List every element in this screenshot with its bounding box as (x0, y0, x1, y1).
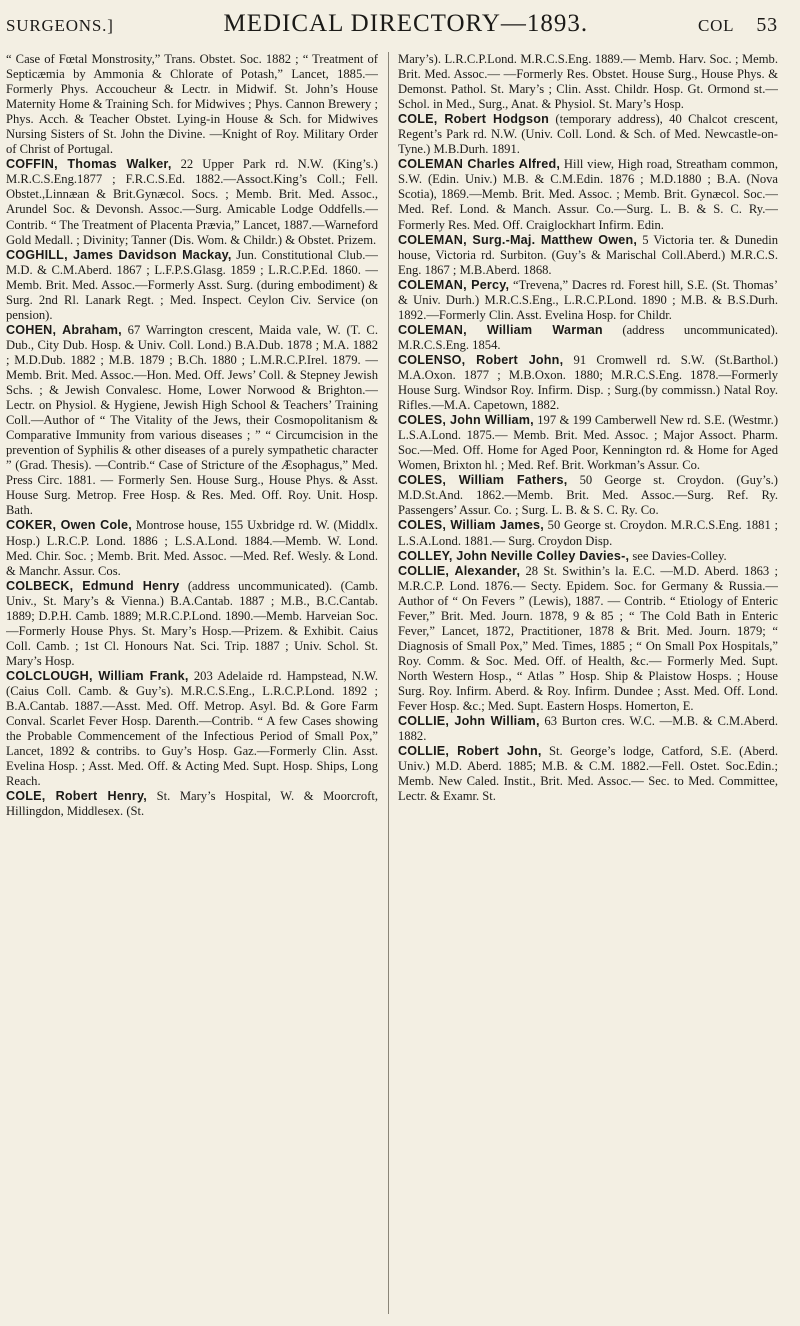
entry-text: 203 Adelaide rd. Hampstead, N.W. (Caius Coll. Camb. & Guy’s). M.R.C.S.Eng., L.R.C.P.Lond. 1892 ; B.A.Cantab. 1887.—Asst. Med. Off. Metrop. Asyl. Bd. & Gore Farm Conval. Scarlet Fever Hosp. Darenth.—Contrib. “ A few Cases showing the Probable Commencement of the Infectious Period of Small Pox,” Lancet, 1892 & contribs. to Guy’s Hosp. Gaz.—Formerly Clin. Asst. Evelina Hosp. ; Asst. Med. Off. & Acting Med. Supt. Hosp. Ships, Long Reach. (6, 668, 378, 789)
entry-text: (address uncommunicated). (Camb. Univ., St. Mary’s & Vienna.) B.A.Cantab. 1887 ; M.B., B.C.Cantab. 1889; D.P.H. Camb. 1889; M.R.C.P.Lond. 1890.—Memb. Harveian Soc.—Formerly House Phys. St. Mary’s Hosp.—Prizem. & Exhibit. Caius Coll. Camb. ; 1st Cl. Honours Nat. Sci. Trip. 1887 ; Univ. Schol. St. Mary’s Hosp. (6, 578, 378, 668)
entry-name: COLEMAN, Percy, (398, 277, 510, 292)
page-number: 53 (756, 14, 778, 36)
entry-text: 91 Cromwell rd. S.W. (St.Barthol.) M.A.Oxon. 1877 ; M.B.Oxon. 1880; M.R.C.S.Eng. 1878.—Formerly House Surg. Windsor Roy. Infirm. Disp. ; Surg.(by commissn.) Natal Roy. Rifles.—M.A. Capetown, 1882. (398, 352, 778, 413)
entry-text: 67 Warrington crescent, Maida vale, W. (T. C. Dub., City Dub. Hosp. & Univ. Coll. Lond.) B.A.Dub. 1878 ; M.A. 1882 ; M.D.Dub. 1882 ; M.B. 1879 ; B.Ch. 1880 ; L.M.R.C.P.Irel. 1879. — Memb. Brit. Med. Assoc.—Hon. Med. Off. Jews’ Coll. & Stepney Jewish Schs. ; & Jewish Convalesc. Home, Lower Norwood & Brighton.—Lectr. on Physiol. & Hygiene, Jewish High School & Teachers’ Training Coll.—Author of “ The Vitality of the Jews, their Cosmopolitanism & Comparative Immunity from various diseases ; ” “ Circumcision in the prevention of Syphilis & other diseases of a purely sympathetic character ” (Grad. Thesis). —Contrib.“ Case of Stricture of the Æsophagus,” Med. Press Circ. 1881. — Formerly Sen. House Surg., House Phys. & Asst. House Surg. Metrop. Free Hosp. & Res. Med. Off. Roy. Unit. Hosp. Bath. (6, 322, 378, 518)
entry-name: COLEMAN Charles Alfred, (398, 157, 561, 172)
entry-text: Hill view, High road, Streatham common, S.W. (Edin. Univ.) M.B. & C.M.Edin. 1876 ; M.D.1880 ; B.A. (Nova Scotia), 1869.—Memb. Brit. Med. Assoc. ; Memb. Brit. Gynæcol. Soc.—Med. Ref. Lond. & Manch. Assur. Co.—Surg. L. B. & S. C. Ry.—Formerly Res. Med. Off. Craiglockhart Infirm. Edin. (398, 157, 778, 232)
directory-entry (398, 473, 778, 518)
entry-name: COGHILL, James Davidson Mackay, (6, 247, 232, 262)
page-range (698, 14, 778, 37)
entry-name: COLLIE, John William, (398, 714, 540, 729)
entry-name: COFFIN, Thomas Walker, (6, 157, 172, 172)
page-header (6, 10, 778, 42)
directory-entry (398, 323, 778, 353)
entry-name: COLBECK, Edmund Henry (6, 578, 180, 593)
directory-entry (398, 353, 778, 413)
column-divider (388, 52, 389, 1314)
entry-name: COLEMAN, Surg.-Maj. Matthew Owen, (398, 232, 638, 247)
directory-entry (398, 744, 778, 804)
entry-text: 28 St. Swithin’s la. E.C. —M.D. Aberd. 1863 ; M.R.C.P. Lond. 1876.— Secty. Epidem. Soc. for Germany & Russia.— Author of “ On Fevers ” (Lewis), 1887. — Contrib. “ Etiology of Enteric Fever,” Brit. Med. Journ. 1878, 9 & 85 ; “ The Cold Bath in Enteric Fever,” Lancet, 1872, Practitioner, 1878 & Brit. Med. Journ. 1879; “ Diagnosis of Small Pox,” Med. Times, 1885 ; “ On Small Pox Hospitals,” Roy. Comm. & Soc. Med. Off. of Health, &c.— Formerly Med. Supt. North Western Hosp., “ Atlas ” Hosp. Ship & Plaistow Hosps. ; House Surg. Roy. Infirm. Aberd. & Roy. Infirm. Dundee ; Asst. Med. Off. Lond. Fever Hosp. &c.; Med. Supt. Eastern Hosps. Homerton, E. (398, 563, 778, 714)
directory-entry (398, 564, 778, 714)
page-title: MEDICAL DIRECTORY—1893. (223, 10, 589, 37)
directory-entry (398, 278, 778, 323)
entry-name: COLLIE, Alexander, (398, 563, 521, 578)
entry-name: COLLIE, Robert John, (398, 744, 542, 759)
entry-text: 22 Upper Park rd. N.W. (King’s.) M.R.C.S.Eng.1877 ; F.R.C.S.Ed. 1882.—Assoct.King’s Coll.; Fell. Obstet.,Linnæan & Brit.Gynæcol. Socs. ; Memb. Brit. Med. Assoc., Arundel Soc. & Devonsh. Assoc.—Surg. Amicable Lodge Oddfells.—Contrib. “ The Treatment of Placenta Prævia,” Lancet, 1887.—Warneford Gold Medall. ; Divinity; Tanner (Dis. Wom. & Childr.) & Obstet. Prizem. (6, 157, 378, 247)
entry-text: see Davies-Colley. (632, 548, 727, 563)
directory-entry (6, 579, 378, 669)
entry-name: COKER, Owen Cole, (6, 518, 132, 533)
entry-text: Jun. Constitutional Club.—M.D. & C.M.Aberd. 1867 ; L.F.P.S.Glasg. 1859 ; L.R.C.P.Ed. 1860. — Memb. Brit. Med. Assoc.—Formerly Asst. Surg. (during embodiment) & Surg. 2nd Rl. Lanark Regt. ; Med. Inspect. Ceylon Civ. Service (on pension). (6, 247, 378, 322)
entry-text: 197 & 199 Camberwell New rd. S.E. (Westmr.) L.S.A.Lond. 1875.— Memb. Brit. Med. Assoc. ; Major Assoct. Pharm. Soc.—Med. Off. Home for Aged Poor, Kennington rd. & Home for Aged Women, Brixton hl. ; Med. Ref. Brit. Workman’s Assur. Co. (398, 413, 778, 473)
entry-text: 63 Burton cres. W.C. —M.B. & C.M.Aberd. 1882. (398, 714, 778, 744)
entry-name: COLES, William Fathers, (398, 473, 568, 488)
continued-entry: “ Case of Fœtal Monstrosity,” Trans. Obstet. Soc. 1882 ; “ Treatment of Septicæmia by Ammonia & Chlorate of Potash,” Lancet, 1885.—Formerly Phys. Accoucheur & Lectr. in Midwif. St. John’s House Maternity Home & Training Sch. for Midwives ; Phys. Cannon Brewery ; Phys. Acch. & Teacher Obstet. Lying-in House & Sch. for Midwives Nursing Sisters of St. John the Divine. —Knight of Roy. Military Order of Christ of Portugal. (6, 52, 378, 157)
entry-text: St. Mary’s Hospital, W. & Moorcroft, Hillingdon, Middlesex. (St. (6, 789, 378, 819)
entry-name: COLE, Robert Hodgson (398, 112, 550, 127)
entry-text: (address uncommunicated). M.R.C.S.Eng. 1854. (398, 322, 778, 352)
entry-text: 50 George st. Croydon. M.R.C.S.Eng. 1881 ; L.S.A.Lond. 1881.— Surg. Croydon Disp. (398, 518, 778, 548)
directory-entry (398, 233, 778, 278)
directory-entry (6, 323, 378, 519)
entry-text: (temporary address), 40 Chalcot crescent, Regent’s Park rd. N.W. (Univ. Coll. Lond. & Sch. of Med. Newcastle-on-Tyne.) M.B.Durh. 1891. (398, 112, 778, 157)
entry-text: Montrose house, 155 Uxbridge rd. W. (Middlx. Hosp.) L.R.C.P. Lond. 1886 ; L.S.A.Lond. 1884.—Memb. W. Lond. Med. Chir. Soc. ; Memb. Brit. Med. Assoc. —Med. Ref. Wesly. & Lond. & Manchr. Assur. Cos. (6, 518, 378, 578)
continued-entry: Mary’s). L.R.C.P.Lond. M.R.C.S.Eng. 1889.— Memb. Harv. Soc. ; Memb. Brit. Med. Assoc.— —Formerly Res. Obstet. House Surg., House Phys. & Demonst. Pathol. St. Mary’s ; Clin. Asst. Childr. Hosp. Gt. Ormond st.—Schol. in Med., Surg., Anat. & Physiol. St. Mary’s Hosp. (398, 52, 778, 112)
entry-name: COLEMAN, William Warman (398, 322, 603, 337)
entry-name: COLLEY, John Neville Colley Davies-, (398, 548, 630, 563)
entry-name: COLE, Robert Henry, (6, 789, 147, 804)
entry-name: COLENSO, Robert John, (398, 352, 564, 367)
entry-name: COLES, William James, (398, 518, 544, 533)
left-column (6, 52, 378, 1320)
directory-entry (398, 157, 778, 232)
entry-name: COLCLOUGH, William Frank, (6, 668, 189, 683)
directory-entry (6, 789, 378, 819)
entry-text: 5 Victoria ter. & Dunedin house, Victoria rd. Surbiton. (Guy’s & Marischal Coll.Aberd.) M.R.C.S. Eng. 1867 ; M.B.Aberd. 1868. (398, 232, 778, 277)
directory-entry (6, 669, 378, 789)
directory-entry (6, 518, 378, 578)
entry-text: St. George’s lodge, Catford, S.E. (Aberd. Univ.) M.D. Aberd. 1885; M.B. & C.M. 1882.—Fell. Ostet. Soc.Edin.; Memb. New Caled. Instit., Brit. Med. Assoc.— Sec. to Med. Committee, Lectr. & Examr. St. (398, 744, 778, 804)
range-label: COL (697, 16, 735, 35)
directory-entry (398, 549, 778, 564)
right-column (398, 52, 778, 1320)
directory-entry (398, 518, 778, 548)
entry-text: 50 George st. Croydon. (Guy’s.) M.D.St.And. 1862.—Memb. Brit. Med. Assoc.—Surg. Ref. Ry. Passengers’ Assur. Co. ; Surg. L. B. & S. C. Ry. Co. (398, 473, 778, 518)
directory-entry (398, 413, 778, 473)
section-label: SURGEONS.] (6, 16, 114, 35)
directory-entry (398, 714, 778, 744)
directory-entry (6, 248, 378, 323)
entry-name: COHEN, Abraham, (6, 322, 122, 337)
entry-text: “Trevena,” Dacres rd. Forest hill, S.E. (St. Thomas’ & Univ. Durh.) M.R.C.S.Eng., L.R.C.P.Lond. 1890 ; M.B. & B.S.Durh. 1892.—Formerly Clin. Asst. Evelina Hosp. for Childr. (398, 277, 778, 322)
directory-entry (6, 157, 378, 247)
entry-name: COLES, John William, (398, 413, 534, 428)
directory-entry (398, 112, 778, 157)
